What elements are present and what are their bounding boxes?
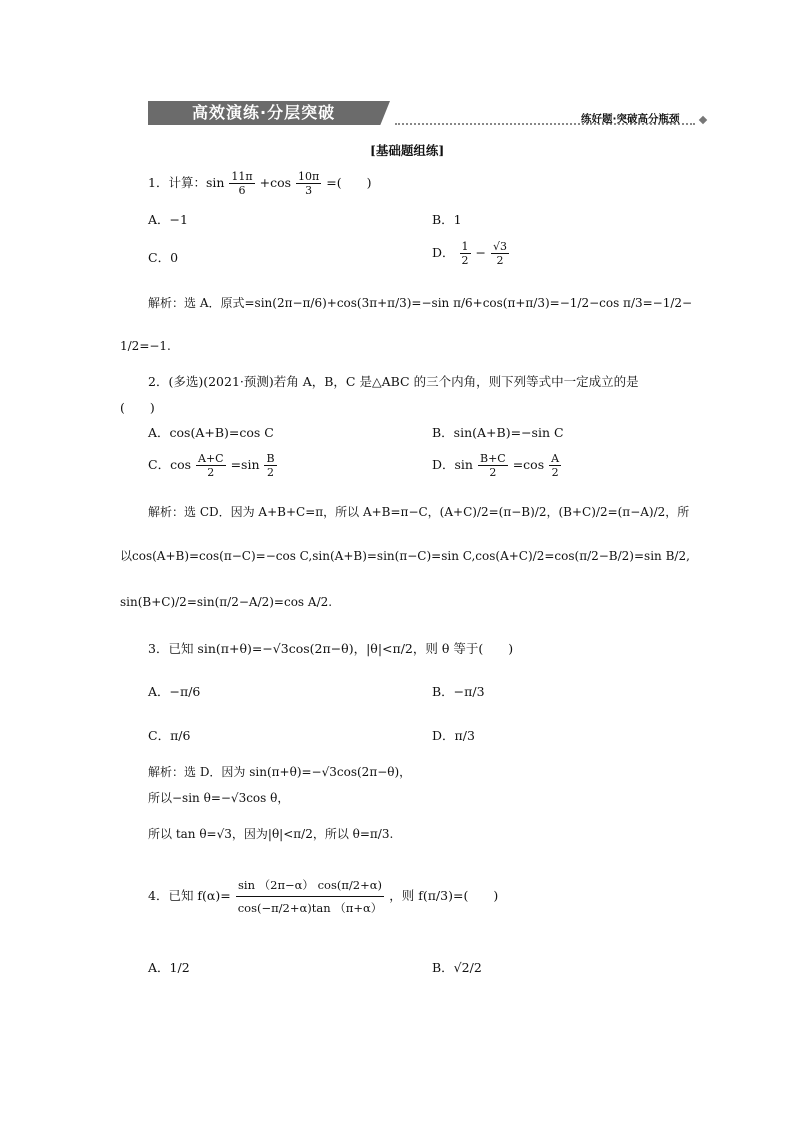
banner-title: 高效演练·分层突破 [192, 103, 336, 122]
header-tag: 练好题·突破高分瓶颈 [581, 113, 680, 125]
q2-option-b: B．sin(A+B)=−sin C [432, 425, 564, 440]
q2-analysis-line-1: 解析：选 CD．因为 A+B+C=π，所以 A+B=π−C，(A+C)/2=(π−B)/2，(B+C)/2=(π−A)/2，所 [148, 505, 690, 519]
q2-analysis-line-3: sin(B+C)/2=sin(π/2−A/2)=cos A/2. [120, 595, 333, 609]
q3-option-c: C．π/6 [148, 728, 191, 743]
q4-option-b: B．√2/2 [432, 960, 482, 975]
q1-option-c: C．0 [148, 250, 179, 265]
q1-option-b: B．1 [432, 212, 462, 227]
q1-option-a: A．−1 [148, 212, 188, 227]
question-4-stem [148, 874, 498, 919]
q1-fraction-2: $\frac{10\pi}{3}$ [298, 170, 320, 197]
q1-analysis-line-1: 解析：选 A．原式=sin(2π−π/6)+cos(3π+π/3)=−sin π/6+cos(π+π/3)=−1/2−cos π/3=−1/2− [148, 296, 693, 310]
q3-option-d: D．π/3 [432, 728, 475, 743]
q2-option-c: C．cos $\frac{A+C}{2}$ =sin $\frac{B}{2}$ [148, 452, 275, 479]
q1-analysis-line-2: 1/2=−1. [120, 339, 171, 353]
q3-analysis-line-3: 所以 tan θ=√3，因为|θ|<π/2，所以 θ=π/3. [148, 827, 394, 841]
q1-stem-mid: +cos [259, 175, 292, 190]
q4-fraction: $\frac{\sin (2\pi-\alpha) \cos(\pi/2+\alpha)}{\cos(-\pi/2+\alpha)\tan (\pi+\alpha)}$ [236, 874, 385, 919]
q1-stem-suffix: =( ) [326, 175, 372, 190]
diamond-icon [699, 116, 707, 124]
q3-analysis-line-1: 解析：选 D．因为 sin(π+θ)=−√3cos(2π−θ)， [148, 765, 412, 779]
question-2-paren: ( ) [120, 400, 155, 415]
question-1-stem [148, 170, 371, 197]
q2-analysis-line-2: 以cos(A+B)=cos(π−C)=−cos C,sin(A+B)=sin(π−C)=sin C,cos(A+C)/2=cos(π/2−B/2)=sin B/2, [120, 549, 690, 563]
q3-analysis-line-2: 所以−sin θ=−√3cos θ， [148, 791, 290, 805]
q2-option-a: A．cos(A+B)=cos C [148, 425, 274, 440]
question-2-stem: 2．(多选)(2021·预测)若角 A，B，C 是△ABC 的三个内角，则下列等式中一定成立的是 [148, 374, 639, 389]
q1-fraction-1: $\frac{11\pi}{6}$ [231, 170, 253, 197]
q4-stem-prefix: 4．已知 f(α)= [148, 888, 231, 903]
q3-option-a: A．−π/6 [148, 684, 201, 699]
q1-option-d: D． $\frac{1}{2}$ − $\frac{√3}{2}$ [432, 240, 507, 267]
q1-stem-prefix: 1．计算：sin [148, 175, 225, 190]
q2-option-d: D．sin $\frac{B+C}{2}$ =cos $\frac{A}{2}$ [432, 452, 560, 479]
section-title: [基础题组练] [370, 143, 445, 158]
q4-stem-suffix: ，则 f(π/3)=( ) [389, 888, 499, 903]
question-3-stem: 3．已知 sin(π+θ)=−√3cos(2π−θ)，|θ|<π/2，则 θ 等于( ) [148, 641, 514, 656]
q3-option-b: B．−π/3 [432, 684, 485, 699]
q4-option-a: A．1/2 [148, 960, 190, 975]
